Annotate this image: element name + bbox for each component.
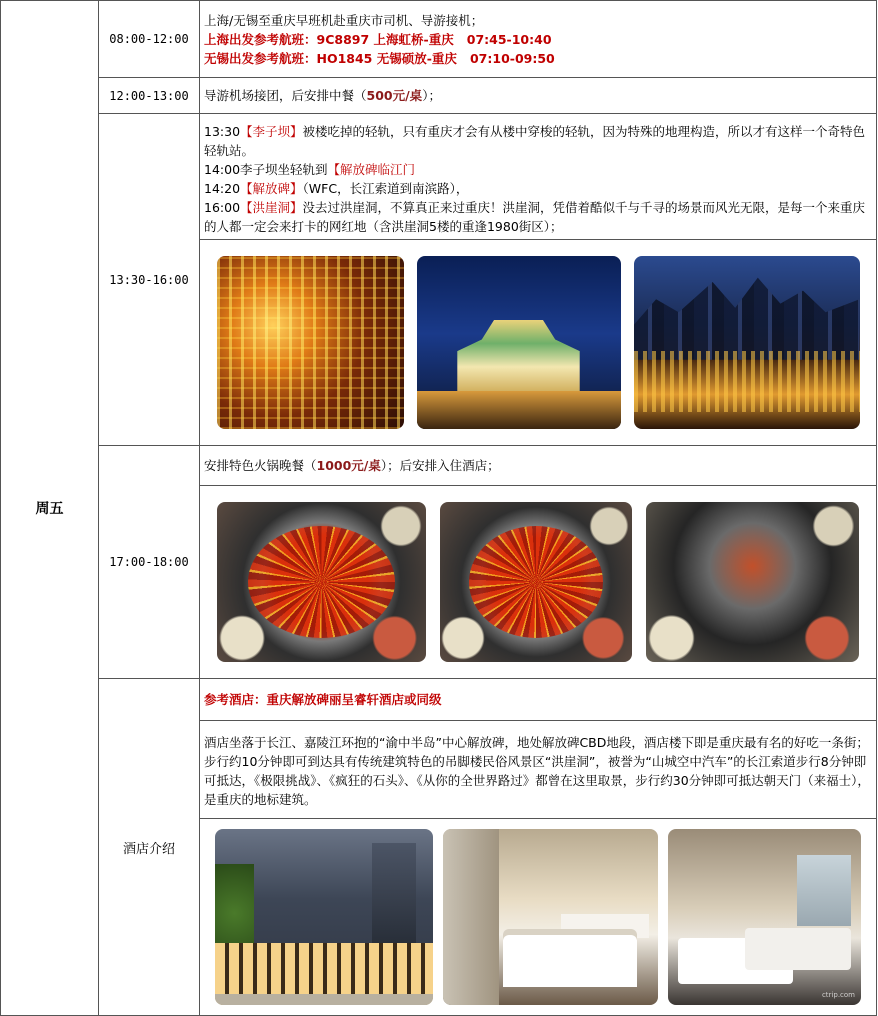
desc-line bbox=[204, 160, 872, 179]
hotpot-photo bbox=[217, 502, 426, 662]
time-slot: 12:00-13:00 bbox=[99, 78, 200, 114]
great-hall-photo bbox=[417, 256, 621, 429]
photo-cell bbox=[200, 819, 877, 1016]
activity-description bbox=[200, 114, 877, 240]
time-slot: 08:00-12:00 bbox=[99, 1, 200, 78]
photo-strip bbox=[200, 486, 876, 678]
desc-text: 没去过洪崖洞，不算真正来过重庆！洪崖洞，凭借着酷似千与千寻的场景而风光无限，是每一个来重庆的人都一定会来打卡的网红地（含洪崖洞5楼的重逢1980街区）； bbox=[204, 200, 866, 234]
desc-text: （WFC，长江索道到南滨路）， bbox=[302, 181, 469, 196]
desc-line bbox=[204, 179, 872, 198]
hotpot-photo bbox=[440, 502, 632, 662]
desc-text: 14:00李子坝坐轻轨到 bbox=[204, 162, 328, 177]
itinerary-row bbox=[1, 114, 877, 240]
activity-description bbox=[200, 446, 877, 486]
hotel-reference bbox=[200, 679, 877, 721]
time-text: 13:30 bbox=[204, 124, 241, 139]
place-name: 【解放碑临江门 bbox=[327, 162, 416, 177]
liziba-photo bbox=[217, 256, 404, 429]
time-text: 16:00 bbox=[204, 200, 241, 215]
place-name: 【李子坝】 bbox=[240, 124, 303, 139]
photo-strip bbox=[200, 819, 876, 1015]
photo-cell bbox=[200, 486, 877, 679]
hotel-name: 参考酒店：重庆解放碑丽呈睿轩酒店或同级 bbox=[204, 692, 442, 707]
flight-info-wuxi: 无锡出发参考航班：HO1845 无锡硕放-重庆 07:10-09:50 bbox=[204, 51, 555, 66]
itinerary-row bbox=[1, 1, 877, 78]
hotpot-photo bbox=[646, 502, 859, 662]
day-label: 周五 bbox=[1, 1, 99, 1016]
meal-price: 500元/桌 bbox=[366, 88, 423, 103]
activity-description bbox=[200, 78, 877, 114]
photo-cell bbox=[200, 240, 877, 446]
desc-text: 导游机场接团，后安排中餐（ bbox=[204, 88, 367, 103]
time-slot: 17:00-18:00 bbox=[99, 446, 200, 679]
itinerary-row bbox=[1, 446, 877, 486]
flight-info-shanghai: 上海出发参考航班：9C8897 上海虹桥-重庆 07:45-10:40 bbox=[204, 32, 552, 47]
desc-text: 被楼吃掉的轻轨，只有重庆才会有从楼中穿梭的轻轨，因为特殊的地理构造，所以才有这样一个奇特色轻轨站。 bbox=[204, 124, 866, 158]
hotel-room-photo bbox=[443, 829, 658, 1005]
time-text: 14:20 bbox=[204, 181, 241, 196]
hotel-description: 酒店坐落于长江、嘉陵江环抱的“渝中半岛”中心解放碑，地处解放碑CBD地段，酒店楼下即是重庆最有名的好吃一条街；步行约10分钟即可到达具有传统建筑特色的吊脚楼民俗风景区“洪崖洞”，被誉为“山城空中汽车”的长江索道步行8分钟即可抵达，《极限挑战》、《疯狂的石头》、《从你的全世界路过》都曾在这里取景，步行约30分钟即可抵达朝天门（来福士），是重庆的地标建筑。 bbox=[200, 721, 877, 819]
meal-price: 1000元/桌 bbox=[316, 458, 381, 473]
hotel-exterior-photo bbox=[215, 829, 433, 1005]
photo-strip bbox=[200, 240, 876, 445]
desc-text: ）；后安排入住酒店； bbox=[380, 458, 500, 473]
place-name: 【解放碑】 bbox=[240, 181, 303, 196]
desc-line bbox=[204, 198, 872, 236]
activity-description bbox=[200, 1, 877, 78]
hongyadong-photo bbox=[634, 256, 860, 429]
desc-text: ）； bbox=[422, 88, 441, 103]
itinerary-row bbox=[1, 679, 877, 721]
hotel-intro-label: 酒店介绍 bbox=[99, 679, 200, 1016]
hotel-room-photo bbox=[668, 829, 861, 1005]
time-slot: 13:30-16:00 bbox=[99, 114, 200, 446]
watermark-text: ctrip.com bbox=[821, 991, 855, 999]
place-name: 【洪崖洞】 bbox=[240, 200, 303, 215]
desc-line bbox=[204, 122, 872, 160]
desc-line: 上海/无锡至重庆早班机赴重庆市司机、导游接机； bbox=[204, 13, 484, 28]
desc-text: 安排特色火锅晚餐（ bbox=[204, 458, 317, 473]
itinerary-row bbox=[1, 78, 877, 114]
